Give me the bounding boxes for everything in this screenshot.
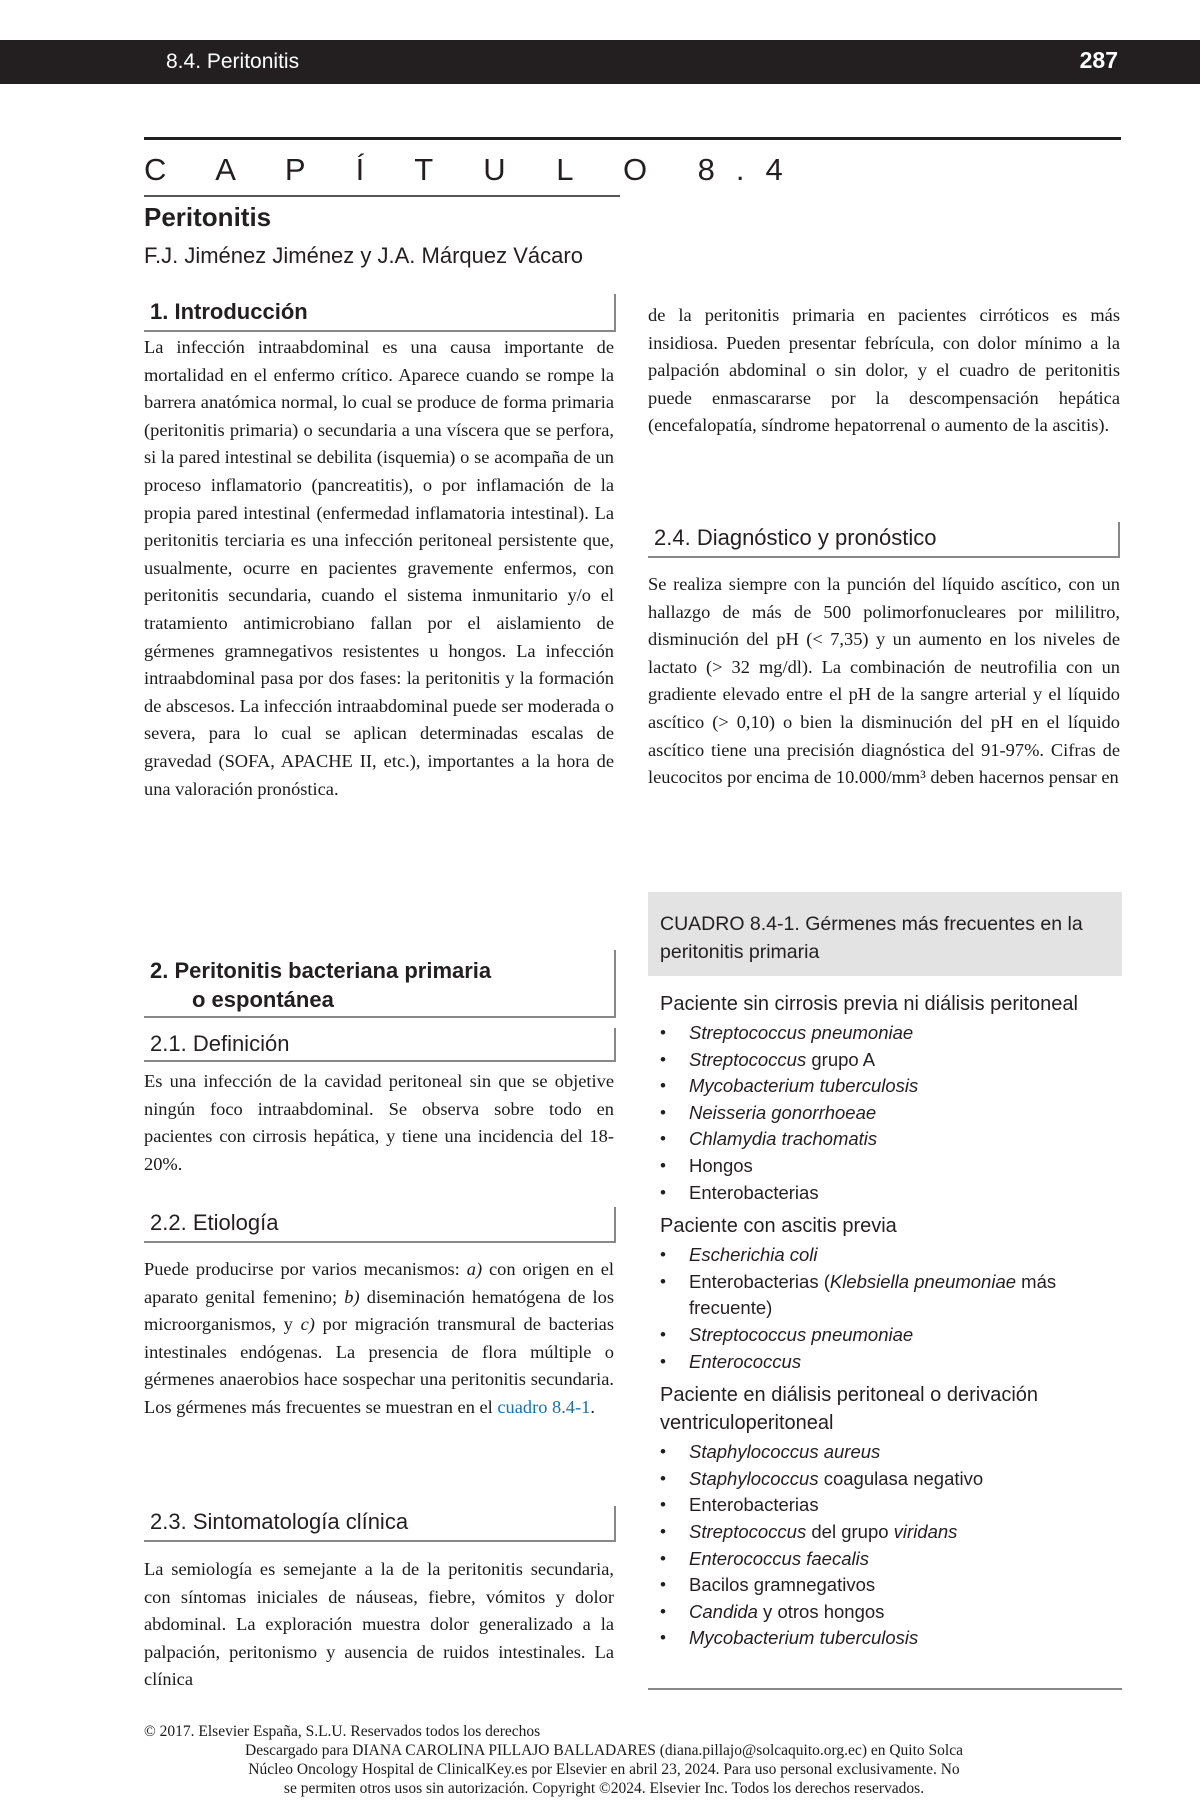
organism-name: Neisseria gonorrhoeae — [689, 1101, 877, 1123]
list-item — [660, 1519, 1120, 1546]
group-title: Paciente con ascitis previa — [660, 1215, 897, 1238]
heading-number: 2.2. — [150, 1210, 187, 1235]
paragraph-introduccion: La infección intraabdominal es una causa importante de mortalidad en el enfermo crítico. Aparece cuando se rompe la barrera anatómica normal, lo cual se produce de forma primaria (peritonitis primaria) o secundaria a una víscera que se perfora, si la pared intestinal se debilita (isquemia) o se acompaña de un proceso inflamatorio (pancreatitis), o por inflamación de la propia pared intestinal (enfermedad inflamatoria intestinal). La peritonitis terciaria es una infección peritoneal persistente que, usualmente, ocurre en pacientes gravemente enfermos, con peritonitis secundaria, cuando el sistema inmunitario y/o el tratamiento antimicrobiano fallan por el aislamiento de gérmenes gramnegativos resistentes u hongos. La infección intraabdominal pasa por dos fases: la peritonitis y la formación de abscesos. La infección intraabdominal puede ser moderada o severa, para lo cual se aplican determinadas escalas de gravedad (SOFA, APACHE II, etc.), importantes a la hora de una valoración pronóstica. — [144, 337, 614, 799]
heading-sintomatologia — [144, 1506, 616, 1542]
heading-text-line2: o espontánea — [192, 987, 334, 1012]
item-text: Bacilos gramnegativos — [689, 1574, 876, 1596]
list-item — [660, 1269, 1120, 1322]
heading-definicion — [144, 1028, 616, 1062]
list-item — [660, 1180, 1120, 1207]
list-marker-a: a) — [466, 1259, 483, 1279]
heading-number: 2. — [150, 958, 169, 983]
heading-text: Etiología — [192, 1210, 279, 1235]
group-title: Paciente en diálisis peritoneal o derivación ventriculoperitoneal — [660, 1384, 1039, 1435]
item-text: Enterobacterias ( — [689, 1270, 830, 1292]
paragraph-sintomatologia: La semiología es semejante a la de la peritonitis secundaria, con síntomas iniciales de náuseas, fiebre, vómitos y dolor abdominal. La exploración muestra dolor generalizado a la palpación, peritonismo y ausencia de ruidos intestinales. La clínica — [144, 1559, 614, 1690]
chapter-title: Peritonitis — [144, 202, 272, 232]
item-text: Enterobacterias — [689, 1181, 819, 1203]
chapter-divider — [144, 195, 620, 197]
group-title: Paciente sin cirrosis previa ni diálisis peritoneal — [660, 993, 1078, 1015]
organism-name: Enterococcus — [689, 1350, 802, 1372]
text-segment: . — [590, 1396, 595, 1417]
heading-etiologia — [144, 1207, 616, 1243]
organism-name: Streptococcus — [689, 1048, 807, 1070]
box-body — [660, 990, 1120, 1652]
list-marker-b: b) — [344, 1286, 360, 1307]
organism-name: Staphylococcus aureus — [689, 1441, 881, 1463]
list-item — [660, 1073, 1120, 1100]
list-item — [660, 1322, 1120, 1349]
download-line-3: se permiten otros usos sin autorización. Copyright ©2024. Elsevier Inc. Todos los derechos reservados. — [283, 1780, 925, 1797]
download-notice — [144, 1741, 1064, 1798]
heading-number: 2.4. — [654, 525, 691, 550]
copyright-notice: © 2017. Elsevier España, S.L.U. Reservados todos los derechos — [144, 1723, 541, 1740]
list-item — [660, 1546, 1120, 1573]
item-text: grupo A — [806, 1048, 876, 1070]
list-item — [660, 1020, 1120, 1047]
cuadro-link[interactable]: cuadro 8.4-1 — [497, 1396, 591, 1417]
item-text: más frecuente) — [689, 1270, 1057, 1319]
organism-name: Klebsiella pneumoniae — [829, 1270, 1017, 1292]
heading-text: Introducción — [174, 299, 308, 324]
list-item — [660, 1492, 1120, 1519]
list-marker-c: c) — [300, 1314, 315, 1335]
organism-name: Enterococcus faecalis — [689, 1547, 869, 1569]
heading-text: Sintomatología clínica — [192, 1509, 409, 1534]
organism-name: Candida — [689, 1600, 758, 1622]
heading-diagnostico — [648, 522, 1120, 558]
running-header-section: 8.4. Peritonitis — [166, 50, 300, 73]
organism-name: Mycobacterium tuberculosis — [689, 1627, 919, 1649]
list-item — [660, 1466, 1120, 1493]
paragraph-etiologia — [144, 1256, 614, 1422]
top-divider — [144, 137, 1121, 140]
organism-name: viridans — [893, 1520, 958, 1542]
list-item — [660, 1047, 1120, 1074]
download-line-1: Descargado para DIANA CAROLINA PILLAJO BALLADARES (diana.pillajo@solcaquito.org.ec) en Quito Solca — [245, 1742, 963, 1759]
list-item — [660, 1572, 1120, 1599]
item-text: Hongos — [689, 1154, 753, 1176]
list-item — [660, 1126, 1120, 1153]
organism-name: Streptococcus pneumoniae — [689, 1022, 914, 1043]
item-text: y otros hongos — [757, 1600, 885, 1622]
heading-number: 2.1. — [150, 1031, 187, 1056]
box-bottom-rule — [648, 1688, 1122, 1690]
organism-name: Streptococcus — [689, 1520, 807, 1542]
item-text: coagulasa negativo — [818, 1467, 984, 1489]
list-item — [660, 1625, 1120, 1652]
item-text: del grupo — [806, 1520, 894, 1542]
heading-text-line1: Peritonitis bacteriana primaria — [174, 958, 492, 983]
list-item — [660, 1242, 1120, 1269]
item-text: Enterobacterias — [689, 1494, 819, 1516]
chapter-authors: F.J. Jiménez Jiménez y J.A. Márquez Vácaro — [144, 243, 583, 268]
heading-number: 2.3. — [150, 1509, 187, 1534]
heading-peritonitis-primaria — [144, 950, 616, 1018]
heading-number: 1. — [150, 299, 169, 324]
organism-name: Mycobacterium tuberculosis — [689, 1075, 919, 1097]
heading-introduccion — [144, 294, 616, 332]
page-number: 287 — [1079, 47, 1118, 73]
box-title: Gérmenes más frecuentes en la peritonitis primaria — [660, 913, 1083, 963]
list-item — [660, 1100, 1120, 1127]
list-item — [660, 1153, 1120, 1180]
box-label: CUADRO 8.4-1. — [660, 913, 800, 935]
list-item — [660, 1599, 1120, 1626]
download-line-2: Núcleo Oncology Hospital de ClinicalKey.es por Elsevier en abril 23, 2024. Para uso personal exclusivamente. No — [248, 1761, 960, 1778]
organism-name: Escherichia coli — [689, 1244, 818, 1266]
group-list — [660, 1020, 1120, 1206]
box-header — [648, 892, 1122, 976]
organism-name: Staphylococcus — [689, 1467, 819, 1489]
text-segment: con origen en el aparato genital femenino; — [144, 1259, 614, 1307]
group-list — [660, 1242, 1120, 1375]
heading-text: Diagnóstico y pronóstico — [696, 525, 937, 550]
text-segment: diseminación hematógena de los microorganismos, y — [144, 1286, 614, 1335]
group-list — [660, 1439, 1120, 1652]
paragraph-definicion: Es una infección de la cavidad peritoneal sin que se objetive ningún foco intraabdominal. Se observa sobre todo en pacientes con cirrosis hepática, y tiene una incidencia del 18-20%. — [144, 1071, 614, 1174]
text-segment: Puede producirse por varios mecanismos: — [144, 1259, 467, 1279]
list-item — [660, 1349, 1120, 1376]
paragraph-diagnostico: Se realiza siempre con la punción del líquido ascítico, con un hallazgo de más de 500 polimorfonucleares por mililitro, disminución del pH (< 7,35) y un aumento en los niveles de lactato (> 32 mg/dl). La combinación de neutrofilia con un gradiente elevado entre el pH de la sangre arterial y el líquido ascítico (> 0,10) o bien la disminución del pH en el líquido ascítico tiene una precisión diagnóstica del 91-97%. Cifras de leucocitos por encima de 10.000/mm³ deben hacernos pensar en — [648, 574, 1120, 788]
organism-name: Streptococcus pneumoniae — [689, 1323, 914, 1345]
paragraph-sintomatologia-continued: de la peritonitis primaria en pacientes cirróticos es más insidiosa. Pueden presentar febrícula, con dolor mínimo a la palpación abdominal o sin dolor, y el cuadro de peritonitis puede enmascararse por la descompensación hepática (encefalopatía, síndrome hepatorrenal o aumento de la ascitis). — [648, 305, 1120, 436]
organism-name: Chlamydia trachomatis — [689, 1128, 878, 1150]
list-item — [660, 1439, 1120, 1466]
heading-text: Definición — [192, 1031, 290, 1056]
chapter-label: C A P Í T U L O 8.4 — [144, 152, 804, 187]
text-segment: por migración transmural de bacterias intestinales endógenas. La presencia de flora múltiple o gérmenes anaerobios hace sospechar una peritonitis secundaria. Los gérmenes más frecuentes se muestran en el — [144, 1314, 614, 1417]
